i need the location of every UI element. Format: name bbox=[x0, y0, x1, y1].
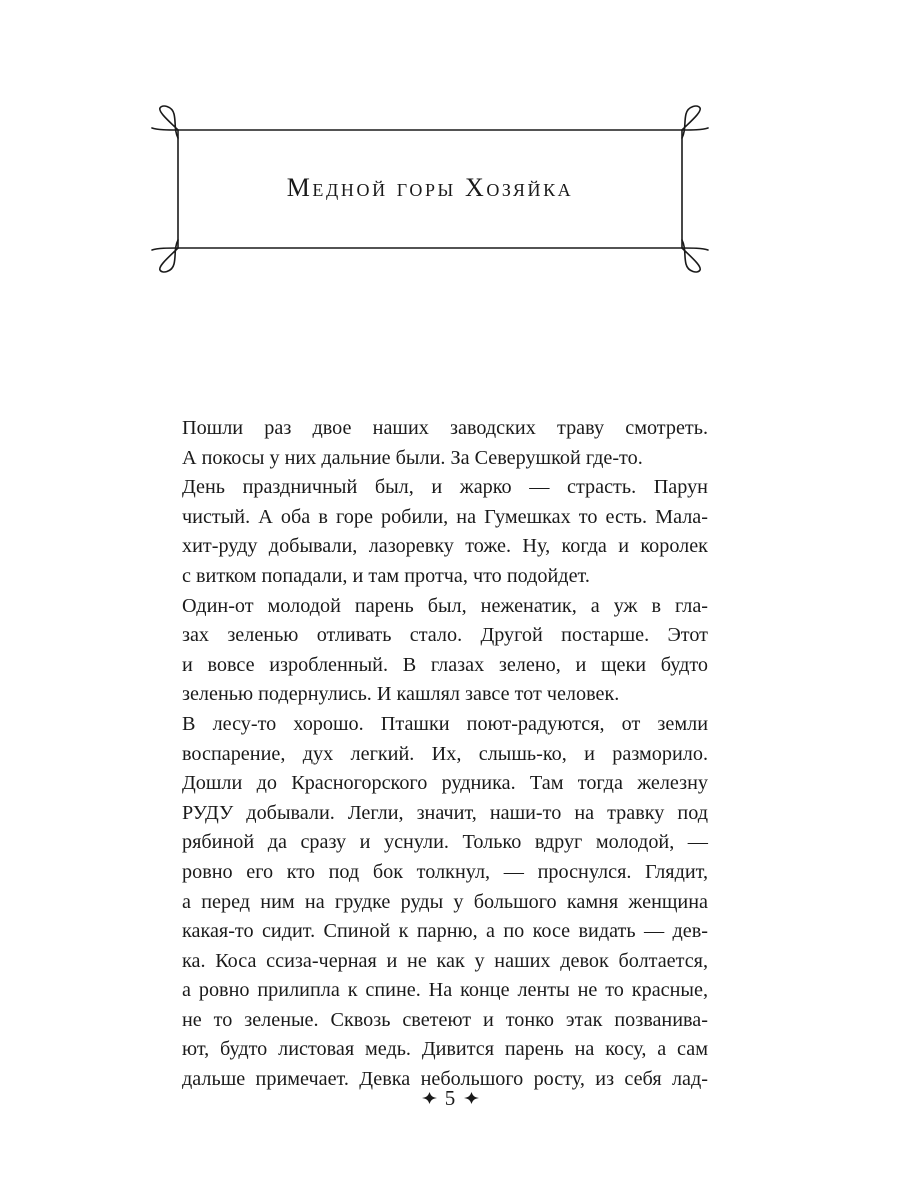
paragraph bbox=[152, 592, 708, 710]
text-line: Один-от молодой парень был, неженатик, а уж в гла- bbox=[182, 594, 708, 617]
text-line: ют, будто листовая медь. Дивится парень на косу, а сам bbox=[182, 1038, 708, 1061]
text-line: с витком попадали, и там протча, что подойдет. bbox=[182, 564, 590, 587]
text-line: какая-то сидит. Спиной к парню, а по косе видать — дев- bbox=[182, 920, 708, 943]
text-line: День праздничный был, и жарко — страсть. Парун bbox=[182, 476, 708, 499]
diamond-ornament-icon bbox=[464, 1092, 479, 1104]
text-line: ка. Коса ссиза-черная и не как у наших девок болтается, bbox=[182, 949, 708, 972]
text-line: чистый. А оба в горе робили, на Гумешках то есть. Мала- bbox=[182, 505, 708, 528]
body-text bbox=[152, 414, 708, 1095]
paragraph bbox=[152, 473, 708, 591]
paragraph bbox=[152, 414, 708, 473]
paragraph bbox=[152, 710, 708, 1095]
text-line: не то зеленые. Сквозь светеют и тонко этак позванива- bbox=[182, 1008, 708, 1031]
text-line: рябиной да сразу и уснули. Только вдруг молодой, — bbox=[182, 831, 708, 854]
text-line: а перед ним на грудке руды у большого камня женщина bbox=[182, 890, 708, 913]
text-line: В лесу-то хорошо. Пташки поют-радуются, от земли bbox=[182, 712, 708, 735]
text-line: зеленью подернулись. И кашлял завсе тот человек. bbox=[182, 683, 620, 706]
text-line: А покосы у них дальние были. За Северушкой где-то. bbox=[182, 446, 643, 469]
page-footer bbox=[0, 1082, 900, 1112]
diamond-ornament-icon bbox=[422, 1092, 437, 1104]
text-line: дальше примечает. Девка небольшого росту, из себя лад- bbox=[182, 1068, 708, 1091]
text-line: РУДУ добывали. Легли, значит, наши-то на травку под bbox=[182, 801, 708, 824]
page-number: 5 bbox=[444, 1086, 456, 1111]
text-line: Пошли раз двое наших заводских траву смотреть. bbox=[182, 417, 708, 439]
text-line: хит-руду добывали, лазоревку тоже. Ну, когда и королек bbox=[182, 535, 708, 558]
text-line: зах зеленью отливать стало. Другой постарше. Этот bbox=[182, 624, 708, 647]
text-line: а ровно прилипла к спине. На конце ленты не то красные, bbox=[182, 979, 708, 1002]
chapter-title-frame bbox=[150, 100, 710, 275]
text-line: Дошли до Красногорского рудника. Там тогда железну bbox=[182, 772, 708, 795]
text-line: и вовсе изробленный. В глазах зелено, и щеки будто bbox=[182, 653, 708, 676]
text-line: ровно его кто под бок толкнул, — проснулся. Глядит, bbox=[182, 860, 708, 883]
chapter-title: Медной горы Хозяйка bbox=[286, 172, 574, 202]
text-line: воспарение, дух легкий. Их, слышь-ко, и разморило. bbox=[182, 742, 708, 765]
